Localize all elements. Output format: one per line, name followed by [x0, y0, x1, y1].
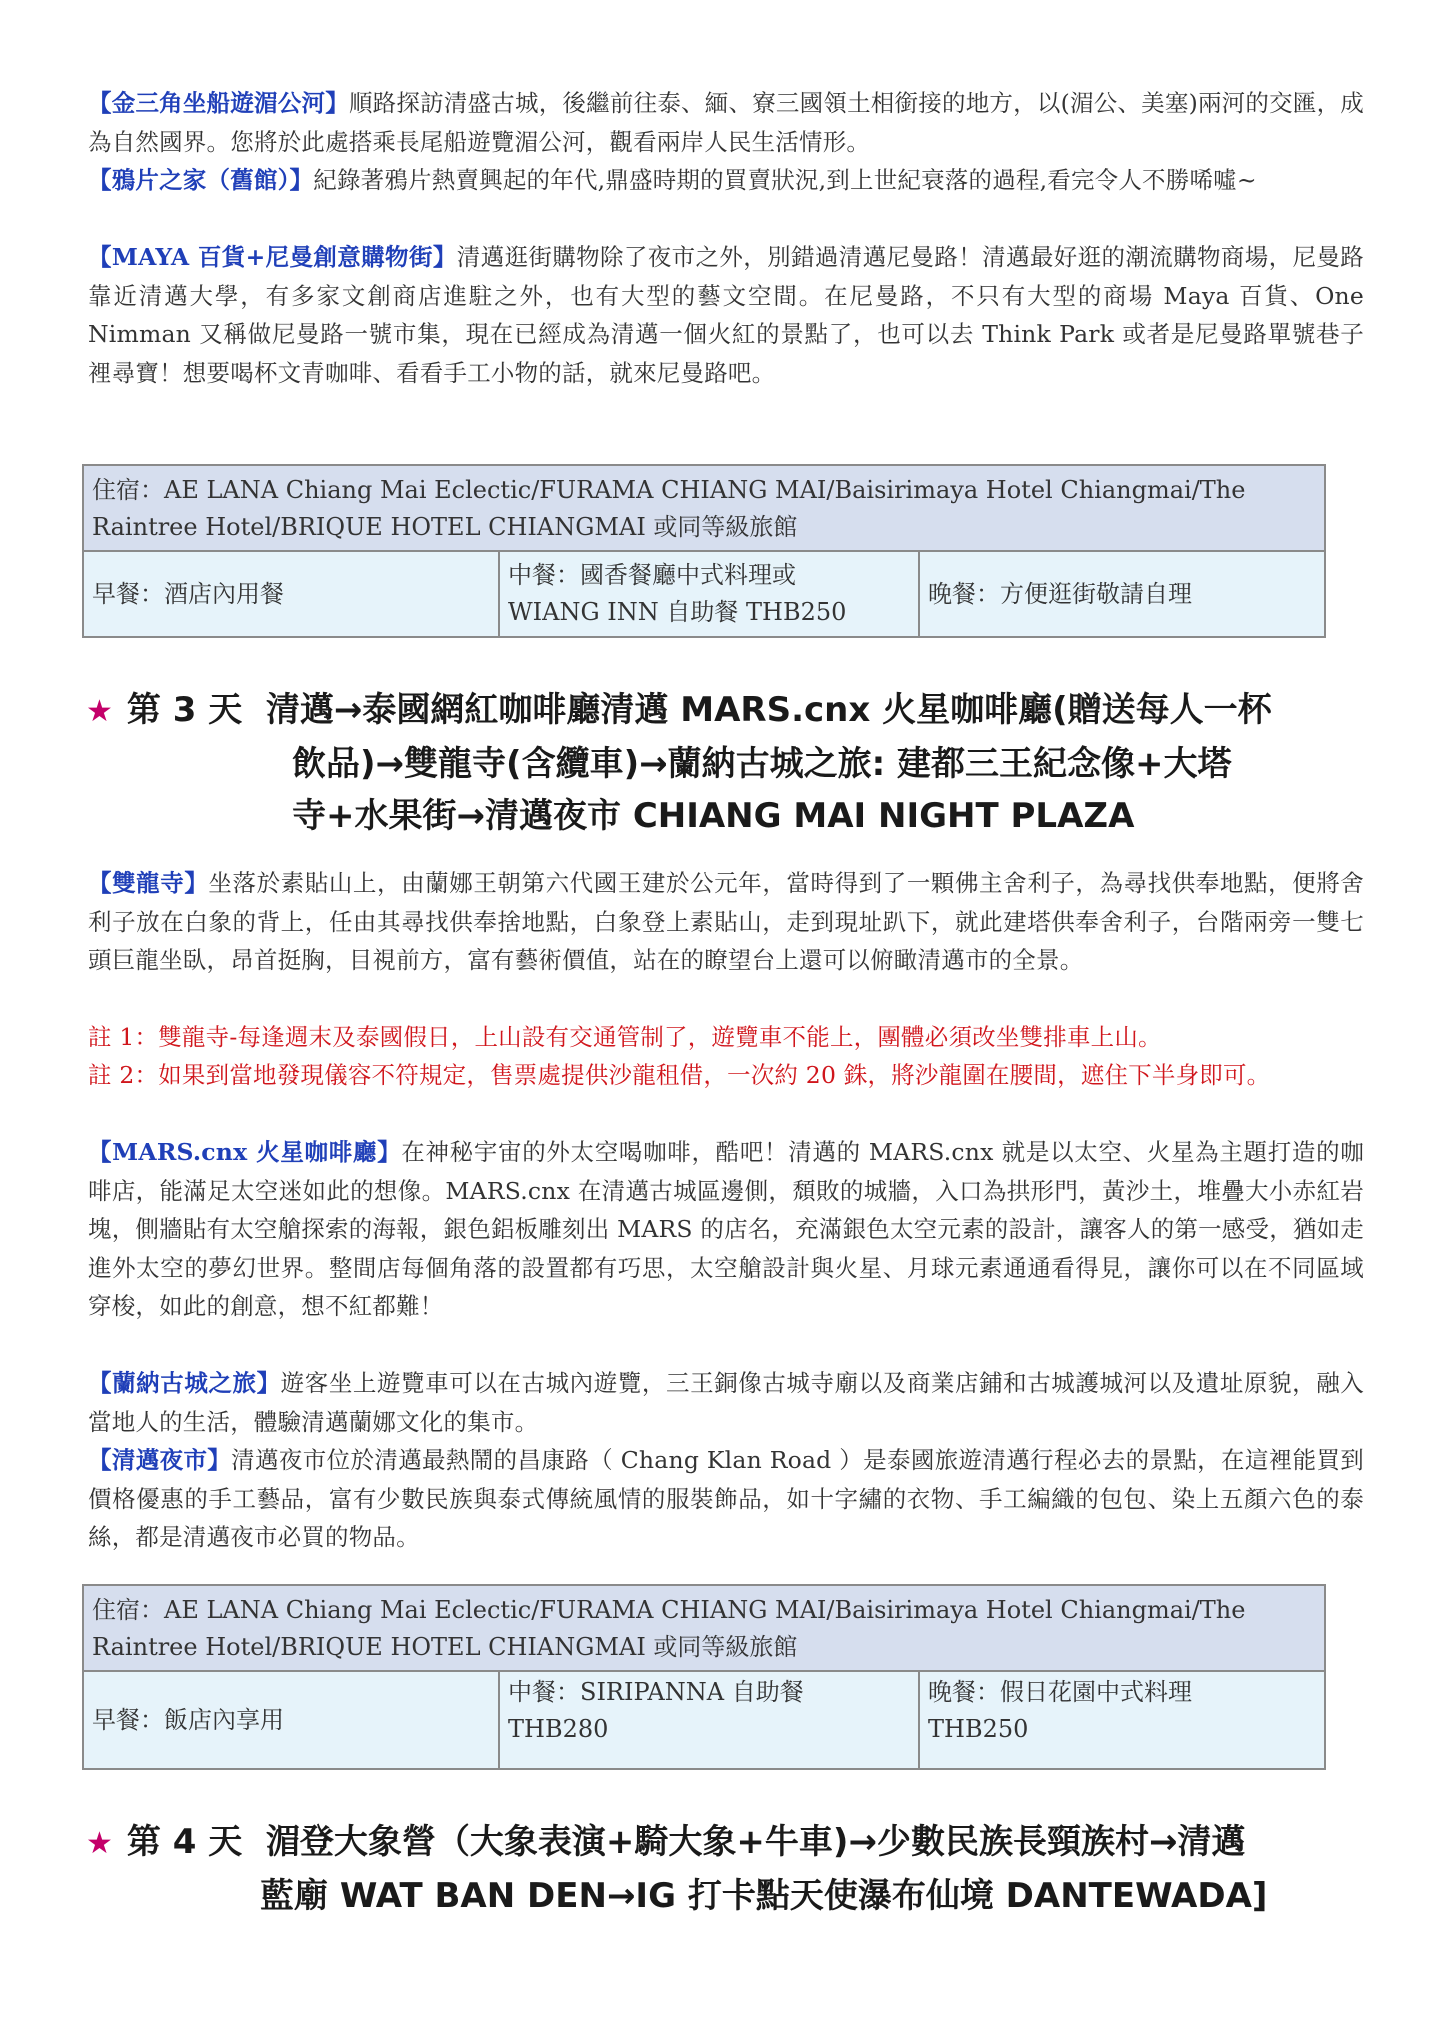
lanna-body: 遊客坐上遊覽車可以在古城內遊覽，三王銅像古城寺廟以及商業店鋪和古城護城河以及遺址原貌，融入當地人的生活，體驗清邁蘭娜文化的集市。 — [88, 1369, 1365, 1436]
dinner-line-1: 晚餐：假日花園中式料理 — [928, 1678, 1192, 1706]
opium-paragraph — [88, 161, 1364, 200]
breakfast-cell: 早餐：酒店內用餐 — [83, 551, 499, 637]
dinner-cell — [919, 1671, 1325, 1769]
temple-title: 【雙龍寺】 — [88, 869, 209, 897]
hotel-cell: 住宿：AE LANA Chiang Mai Eclectic/FURAMA CHIANG MAI/Baisirimaya Hotel Chiangmai/The Raintree Hotel/BRIQUE HOTEL CHIANGMAI 或同等級旅館 — [83, 465, 1325, 551]
night-market-paragraph — [88, 1441, 1364, 1557]
lanna-paragraph — [88, 1364, 1364, 1441]
lunch-cell — [499, 551, 919, 637]
lunch-cell — [499, 1671, 919, 1769]
breakfast-cell: 早餐：飯店內享用 — [83, 1671, 499, 1769]
day3-line-2: 飲品)→雙龍寺(含纜車)→蘭納古城之旅: 建都三王紀念像+大塔 — [292, 744, 1232, 784]
lunch-line-1: 中餐：SIRIPANNA 自助餐 — [508, 1678, 804, 1706]
star-icon: ★ — [86, 694, 113, 729]
boat-title: 【金三角坐船遊湄公河】 — [88, 89, 349, 117]
note-2: 註 2：如果到當地發現儀容不符規定，售票處提供沙龍租借，一次約 20 銖，將沙龍圍在腰間，遮住下半身即可。 — [88, 1061, 1271, 1089]
day3-label: 第 3 天 — [126, 690, 243, 730]
night-market-title: 【清邁夜市】 — [88, 1446, 232, 1474]
day3-line-1: 清邁→泰國網紅咖啡廳清邁 MARS.cnx 火星咖啡廳(贈送每人一杯 — [265, 690, 1272, 730]
day4-label: 第 4 天 — [126, 1822, 243, 1862]
note-1: 註 1：雙龍寺-每逢週末及泰國假日，上山設有交通管制了，遊覽車不能上，團體必須改坐雙排車上山。 — [88, 1023, 1162, 1051]
opium-title: 【鴉片之家（舊館）】 — [88, 166, 314, 194]
accommodation-table-day3 — [82, 1584, 1326, 1770]
temple-body: 坐落於素貼山上，由蘭娜王朝第六代國王建於公元年，當時得到了一顆佛主舍利子，為尋找供奉地點，便將舍利子放在白象的背上，任由其尋找供奉捨地點，白象登上素貼山，走到現址趴下，就此建塔供奉舍利子，台階兩旁一雙七頭巨龍坐臥，昂首挺胸，目視前方，富有藝術價值，站在的瞭望台上還可以俯瞰清邁市的全景。 — [88, 869, 1364, 974]
maya-title: 【MAYA 百貨+尼曼創意購物街】 — [88, 243, 457, 271]
lunch-line-2: WIANG INN 自助餐 THB250 — [508, 598, 847, 626]
dinner-line-2: THB250 — [928, 1715, 1029, 1743]
boat-body: 順路探訪清盛古城，後繼前往泰、緬、寮三國領土相銜接的地方，以(湄公、美塞)兩河的交匯，成為自然國界。您將於此處搭乘長尾船遊覽湄公河，觀看兩岸人民生活情形。 — [88, 89, 1364, 156]
temple-paragraph — [88, 864, 1364, 980]
day4-line-2: 藍廟 WAT BAN DEN→IG 打卡點天使瀑布仙境 DANTEWADA] — [260, 1876, 1268, 1916]
lunch-line-1: 中餐：國香餐廳中式料理或 — [508, 561, 796, 589]
lunch-line-2: THB280 — [508, 1715, 609, 1743]
day3-heading — [86, 684, 1386, 842]
dinner-cell: 晚餐：方便逛街敬請自理 — [919, 551, 1325, 637]
mars-paragraph — [88, 1133, 1364, 1326]
star-icon: ★ — [86, 1826, 113, 1861]
opium-body: 紀錄著鴉片熱賣興起的年代,鼎盛時期的買賣狀況,到上世紀衰落的過程,看完令人不勝唏噓~ — [313, 166, 1257, 194]
lanna-title: 【蘭納古城之旅】 — [88, 1369, 281, 1397]
maya-paragraph — [88, 238, 1364, 392]
mars-body: 在神秘宇宙的外太空喝咖啡，酷吧！清邁的 MARS.cnx 就是以太空、火星為主題打造的咖啡店，能滿足太空迷如此的想像。MARS.cnx 在清邁古城區邊側，頹敗的城牆，入口為拱形門，黃沙土，堆疊大小赤紅岩塊，側牆貼有太空艙探索的海報，銀色鋁板雕刻出 MARS 的店名，充滿銀色太空元素的設計，讓客人的第一感受，猶如走進外太空的夢幻世界。整間店每個角落的設置都有巧思，太空艙設計與火星、月球元素通通看得見，讓你可以在不同區域穿梭，如此的創意，想不紅都難！ — [88, 1138, 1364, 1320]
maya-body: 清邁逛街購物除了夜市之外，別錯過清邁尼曼路！清邁最好逛的潮流購物商場，尼曼路靠近清邁大學，有多家文創商店進駐之外，也有大型的藝文空間。在尼曼路，不只有大型的商場 Maya 百貨、One Nimman 又稱做尼曼路一號市集，現在已經成為清邁一個火紅的景點了，也可以去 Think Park 或者是尼曼路單號巷子裡尋寶！想要喝杯文青咖啡、看看手工小物的話，就來尼曼路吧。 — [88, 243, 1364, 387]
mars-title: 【MARS.cnx 火星咖啡廳】 — [88, 1138, 402, 1166]
accommodation-table-day2 — [82, 464, 1326, 638]
day4-heading — [86, 1816, 1386, 1922]
night-market-body: 清邁夜市位於清邁最熱鬧的昌康路（ Chang Klan Road ）是泰國旅遊清邁行程必去的景點，在這裡能買到價格優惠的手工藝品，富有少數民族與泰式傳統風情的服裝飾品，如十字繡的衣物、手工編織的包包、染上五顏六色的泰絲，都是清邁夜市必買的物品。 — [88, 1446, 1365, 1551]
boat-paragraph — [88, 84, 1364, 161]
hotel-cell: 住宿：AE LANA Chiang Mai Eclectic/FURAMA CHIANG MAI/Baisirimaya Hotel Chiangmai/The Raintree Hotel/BRIQUE HOTEL CHIANGMAI 或同等級旅館 — [83, 1585, 1325, 1671]
day4-line-1: 湄登大象營（大象表演+騎大象+牛車)→少數民族長頸族村→清邁 — [265, 1822, 1246, 1862]
day3-line-3: 寺+水果街→清邁夜市 CHIANG MAI NIGHT PLAZA — [292, 796, 1135, 836]
